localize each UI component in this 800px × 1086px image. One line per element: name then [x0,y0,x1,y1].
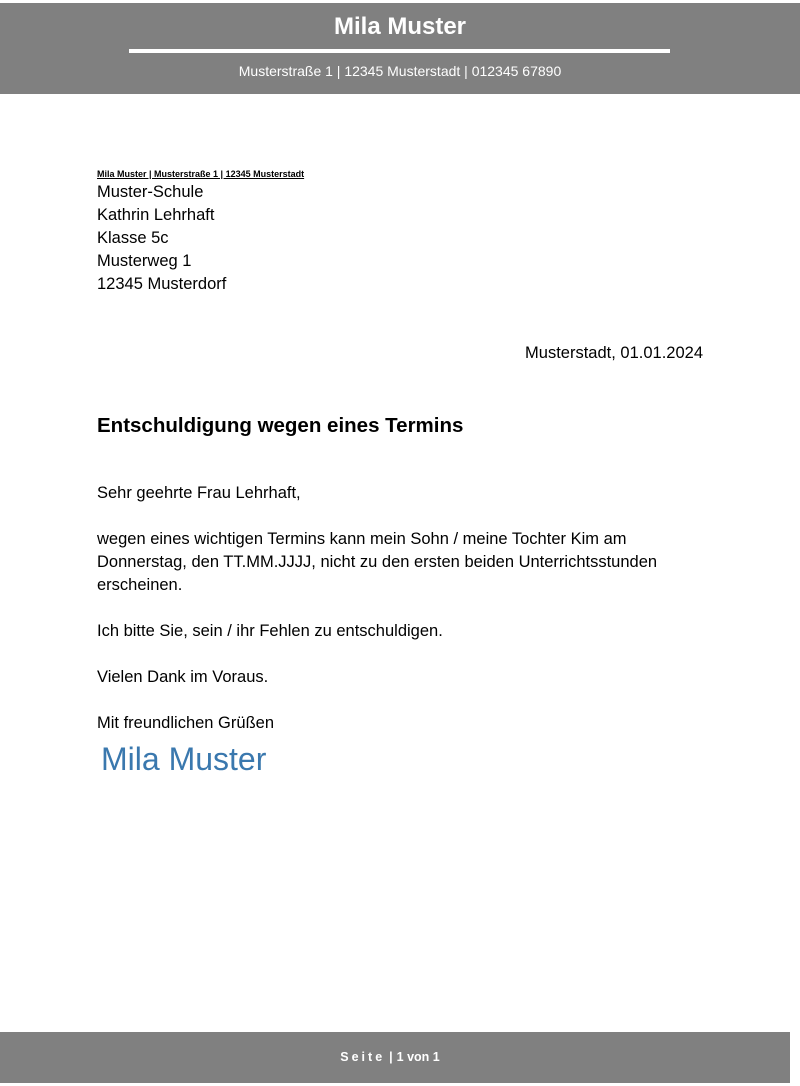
letterhead-band [0,3,800,94]
letter-body [97,482,707,735]
signature: Mila Muster [101,741,267,777]
recipient-line: 12345 Musterdorf [97,275,227,293]
page-indicator [0,1049,780,1065]
body-paragraph: Vielen Dank im Voraus. [97,668,269,686]
letterhead-name: Mila Muster [333,13,467,40]
letterhead-divider [129,49,670,53]
letterhead-contact: Musterstraße 1 | 12345 Musterstadt | 012345 67890 [238,63,562,79]
recipient-address [97,181,226,296]
body-paragraph: Ich bitte Sie, sein / ihr Fehlen zu entschuldigen. [97,622,443,640]
recipient-line: Muster-Schule [97,183,204,201]
page-number: 1 von 1 [396,1050,440,1064]
return-address-line: Mila Muster | Musterstraße 1 | 12345 Musterstadt [97,169,305,179]
footer-band [0,1032,790,1083]
body-paragraph: wegen eines wichtigen Termins kann mein Sohn / meine Tochter Kim am Donnerstag, den TT.MM.JJJJ, nicht zu den ersten beiden Unterrichtsstunden erscheinen. [97,530,658,594]
recipient-line: Musterweg 1 [97,252,192,270]
recipient-line: Klasse 5c [97,229,169,247]
page-separator: | [389,1050,393,1064]
recipient-line: Kathrin Lehrhaft [97,206,215,224]
salutation: Sehr geehrte Frau Lehrhaft, [97,484,301,502]
page-label: Seite [340,1050,386,1064]
letter-date: Musterstadt, 01.01.2024 [525,344,703,362]
closing-phrase: Mit freundlichen Grüßen [97,714,274,732]
letter-subject: Entschuldigung wegen eines Termins [97,414,464,437]
